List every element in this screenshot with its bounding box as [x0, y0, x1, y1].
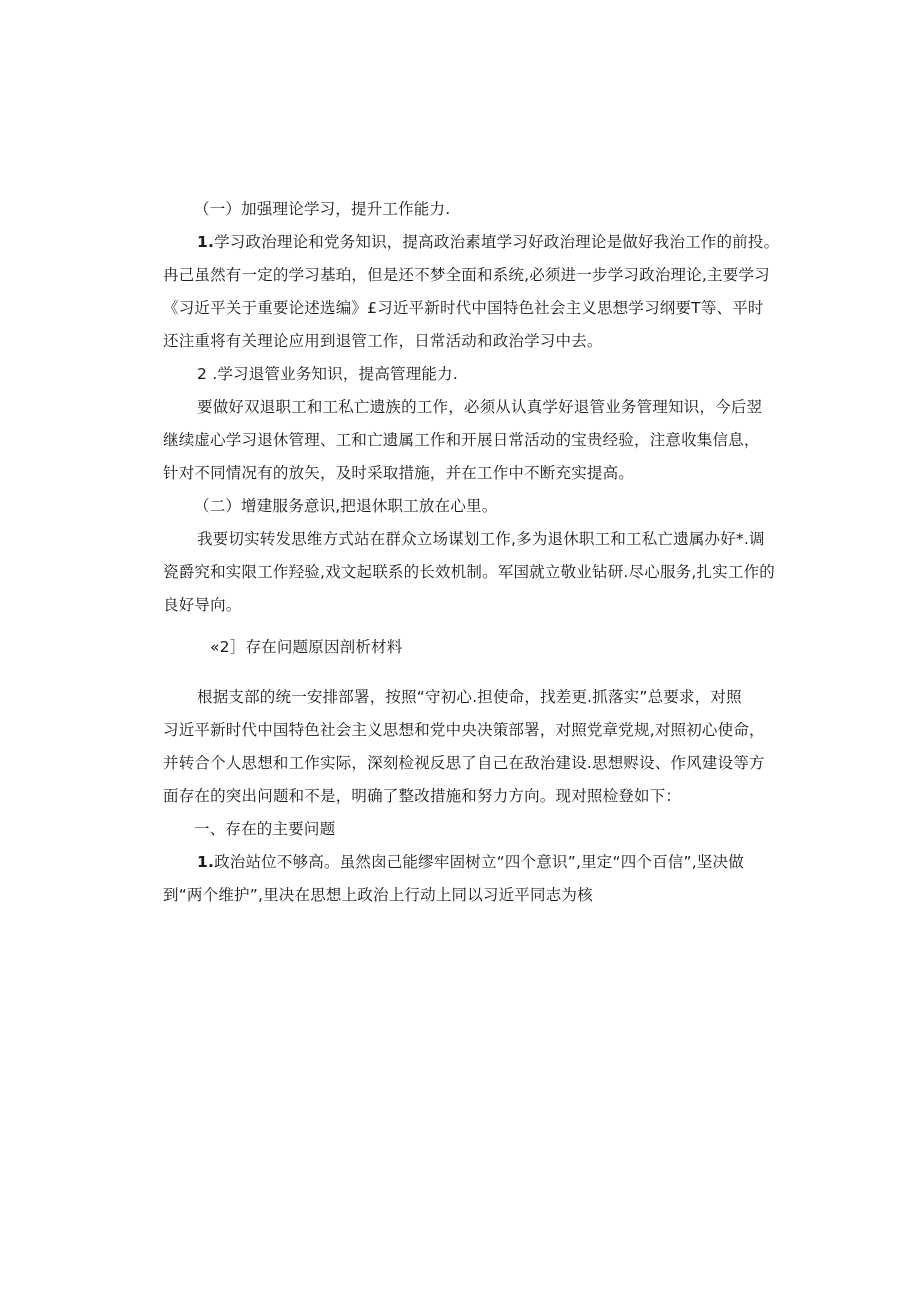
text-line: 根据支部的统一安排部署，按照“守初心.担使命，找差更.抓落实”总要求，对照	[197, 688, 742, 706]
text-line: 《习近平关于重要论述选编》£习近平新时代中国特色社会主义思想学习纲要T等、平时	[163, 299, 764, 317]
item-number: 1.	[197, 233, 215, 251]
section-heading-2	[163, 495, 763, 517]
text-line-body: 学习政治理论和党务知识，提高政治素埴学习好政治理论是做好我治工作的前投。	[214, 233, 780, 251]
text-line: 继续虚心学习退休管理、工和亡遗属工作和开展日常活动的宝贵经验，注意收集信息，	[163, 431, 760, 449]
text-line: 冉己虽然有一定的学习基珀，但是还不梦全面和系统,必须进一步学习政治理论,主要学习	[163, 266, 770, 284]
text-line: 还注重将有关理论应用到退管工作，日常活动和政治学习中去。	[163, 332, 603, 350]
item-number: 1.	[197, 853, 215, 871]
text-line: （二）增建服务意识,把退休职工放在心里。	[194, 497, 498, 515]
section-heading-3	[163, 818, 763, 840]
text-line: 2 .学习退管业务知识，提高管理能力.	[197, 365, 458, 383]
text-line	[163, 231, 780, 253]
document-body	[163, 198, 780, 917]
paragraph-3	[163, 528, 775, 616]
section-heading-1	[163, 198, 763, 220]
text-line: 良好导向。	[163, 596, 242, 614]
text-line: （一）加强理论学习，提升工作能力.	[194, 200, 451, 218]
text-line	[163, 851, 763, 873]
appendix-heading	[163, 636, 763, 658]
text-line: 针对不同情况有的放矢，及时采取措施，并在工作中不断充实提高。	[163, 464, 635, 482]
paragraph-1	[163, 231, 780, 352]
text-line: 要做好双退职工和工私亡遗族的工作，必须从认真学好退管业务管理知识，今后翌	[197, 398, 763, 416]
text-line: 并转合个人思想和工作实际，深刻检视反思了自己在敌治建设.思想赆设、作风建设等方	[163, 754, 765, 772]
paragraph-5	[163, 851, 763, 906]
text-line-body: 政治站位不够高。虽然囱己能缪牢固树立“四个意识”,里定“四个百信”,坚决做	[214, 853, 744, 871]
text-line: 到“两个维护”,里决在思想上政治上行动上同以习近平同志为核	[163, 886, 593, 904]
text-line: 瓷爵究和实限工作羟验,戏文起联系的长效机制。军国就立敬业钻研.尽心服务,扎实工作的	[163, 563, 775, 581]
paragraph-2	[163, 396, 763, 484]
paragraph-4	[163, 686, 763, 807]
text-line: 习近平新时代中国特色社会主义思想和党中央决策部署，对照党章党规,对照初心使命，	[163, 721, 765, 739]
subsection-heading-2	[163, 363, 763, 385]
text-line: 我要切实转发思维方式站在群众立场谋划工作,多为退休职工和工私亡遗属办好*.调	[197, 530, 765, 548]
text-line: 一、存在的主要问题	[194, 820, 336, 838]
text-line: «2］存在问题原因剖析材料	[210, 638, 403, 656]
text-line: 面存在的突出问题和不是，明确了整改措施和努力方向。现对照检登如下：	[163, 787, 682, 805]
